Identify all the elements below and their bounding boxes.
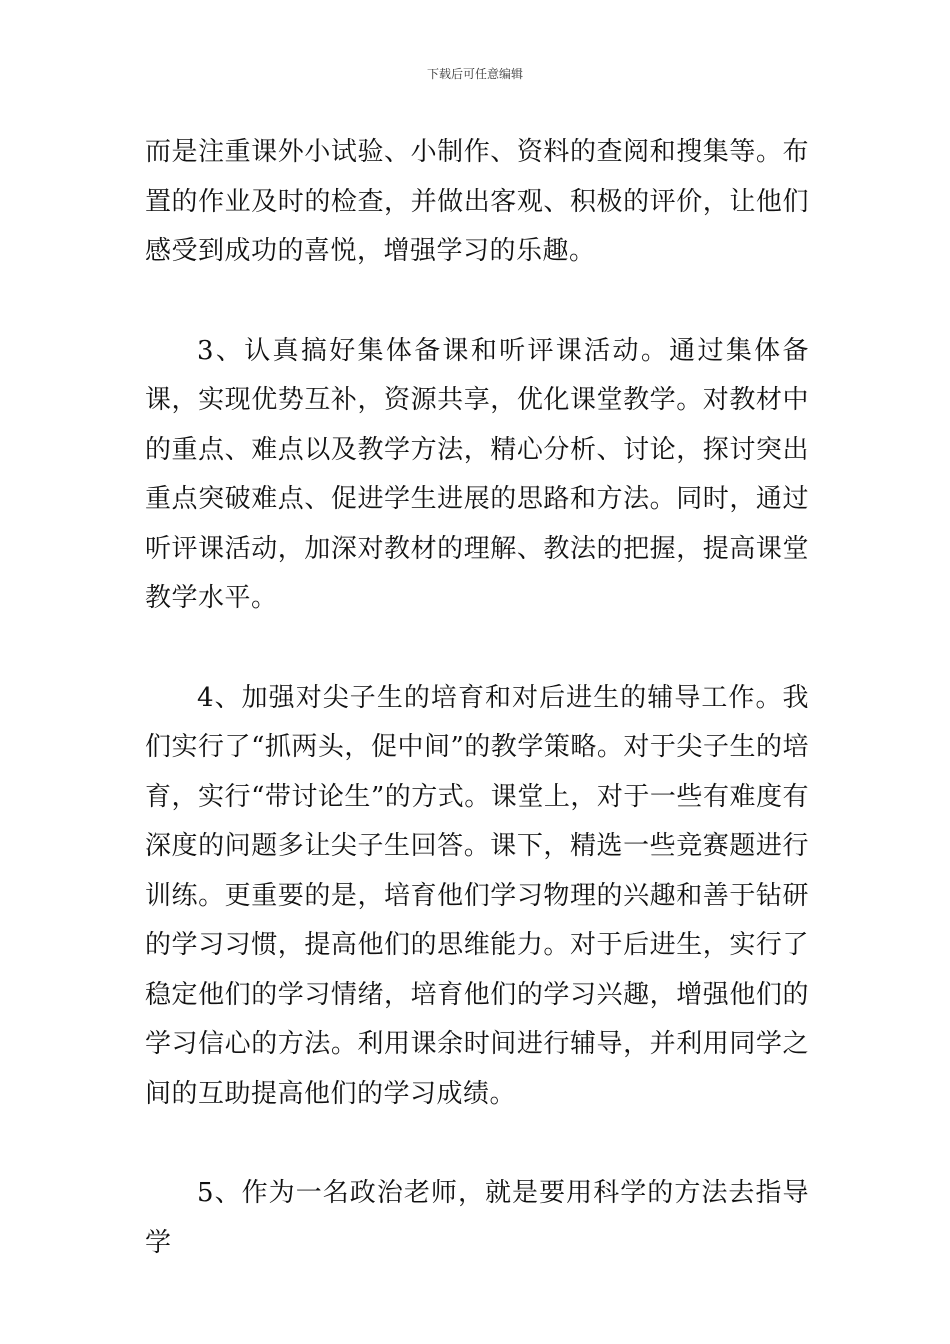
paragraph-continuation: 而是注重课外小试验、小制作、资料的查阅和搜集等。布置的作业及时的检查，并做出客观、积极的评价，让他们感受到成功的喜悦，增强学习的乐趣。 [145, 137, 809, 266]
paragraph-item-5: 5、作为一名政治老师，就是要用科学的方法去指导学 [145, 1178, 809, 1258]
paragraph-item-4: 4、加强对尖子生的培育和对后进生的辅导工作。我们实行了“抓两头，促中间”的教学策略。对于尖子生的培育，实行“带讨论生”的方式。课堂上，对于一些有难度有深度的问题多让尖子生回答。课下，精选一些竞赛题进行训练。更重要的是，培育他们学习物理的兴趣和善于钻研的学习习惯，提高他们的思维能力。对于后进生，实行了稳定他们的学习情绪，培育他们的学习兴趣，增强他们的学习信心的方法。利用课余时间进行辅导，并利用同学之间的互助提高他们的学习成绩。 [145, 682, 809, 1109]
page-header: 下载后可任意编辑 [426, 67, 523, 81]
document-body [145, 128, 809, 1268]
paragraph-item-3: 3、认真搞好集体备课和听评课活动。通过集体备课，实现优势互补，资源共享，优化课堂教学。对教材中的重点、难点以及教学方法，精心分析、讨论，探讨突出重点突破难点、促进学生进展的思路和方法。同时，通过听评课活动，加深对教材的理解、教法的把握，提高课堂教学水平。 [145, 335, 809, 613]
